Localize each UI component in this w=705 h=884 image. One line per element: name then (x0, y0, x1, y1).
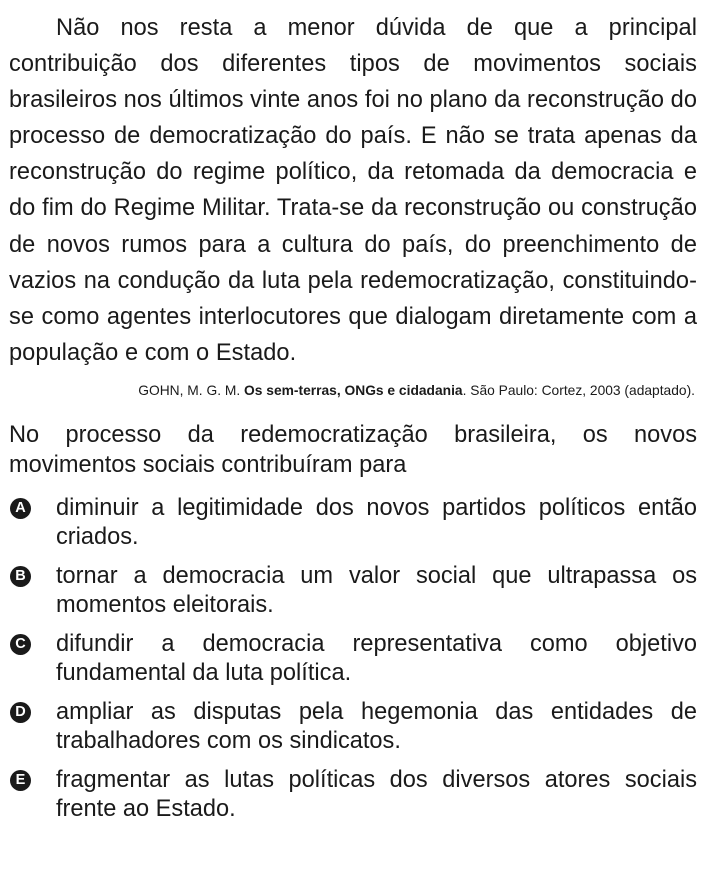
option-e[interactable] (9, 766, 697, 824)
passage-text: Não nos resta a menor dúvida de que a principal contribuição dos diferentes tipos de movimentos sociais brasileiros nos últimos vinte anos foi no plano da reconstrução do processo de democratização do país. E não se trata apenas da reconstrução do regime político, da retomada da democracia e do fim do Regime Militar. Trata-se da reconstrução ou construção de novos rumos para a cultura do país, do preenchimento de vazios na condução da luta pela redemocratização, constituindo-se como agentes interlocutores que dialogam diretamente com a população e com o Estado. (9, 15, 697, 366)
option-letter-badge: A (10, 498, 31, 519)
option-c[interactable] (9, 630, 697, 688)
option-text: fragmentar as lutas políticas dos diversos atores sociais frente ao Estado. (56, 766, 697, 822)
citation-publication: . São Paulo: Cortez, 2003 (adaptado). (462, 382, 695, 398)
option-letter-badge: E (10, 770, 31, 791)
citation (9, 382, 697, 400)
question-stem: No processo da redemocratização brasileira, os novos movimentos sociais contribuíram para (9, 421, 697, 478)
option-letter-badge: C (10, 634, 31, 655)
option-letter-badge: D (10, 702, 31, 723)
answer-options (9, 494, 697, 824)
citation-title: Os sem-terras, ONGs e cidadania (244, 382, 463, 398)
option-d[interactable] (9, 698, 697, 756)
option-a[interactable] (9, 494, 697, 552)
option-letter-badge: B (10, 566, 31, 587)
option-b[interactable] (9, 562, 697, 620)
citation-author: GOHN, M. G. M. (138, 382, 245, 398)
option-text: ampliar as disputas pela hegemonia das entidades de trabalhadores com os sindicatos. (56, 698, 697, 754)
option-text: tornar a democracia um valor social que ultrapassa os momentos eleitorais. (56, 562, 697, 618)
option-text: diminuir a legitimidade dos novos partidos políticos então criados. (56, 494, 697, 550)
option-text: difundir a democracia representativa como objetivo fundamental da luta política. (56, 630, 697, 686)
